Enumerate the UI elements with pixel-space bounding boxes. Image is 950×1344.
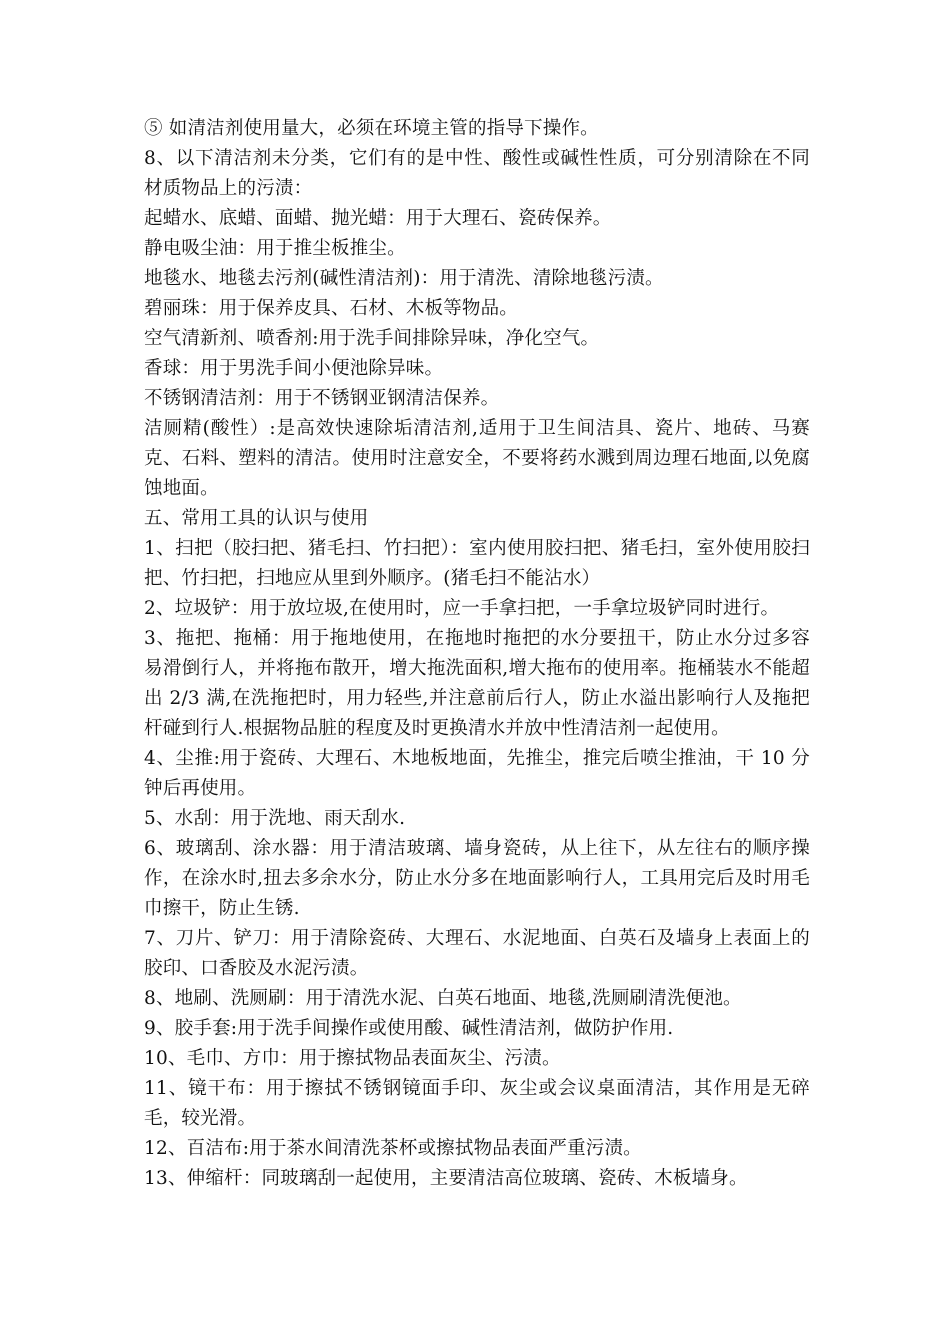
paragraph-tool-towel: 10、毛巾、方巾：用于擦拭物品表面灰尘、污渍。 — [144, 1048, 561, 1069]
paragraph-tool-gloves: 9、胶手套:用于洗手间操作或使用酸、碱性清洁剂，做防护作用. — [144, 1018, 674, 1039]
paragraph-tool-dust-push: 4、尘推:用于瓷砖、大理石、木地板地面，先推尘，推完后喷尘推油，干 10 分钟后再使用。 — [144, 748, 810, 799]
paragraph-air-freshener: 空气清新剂、喷香剂:用于洗手间排除异味，净化空气。 — [144, 328, 600, 349]
paragraph-cleaners-intro: 8、以下清洁剂未分类，它们有的是中性、酸性或碱性性质，可分别清除在不同材质物品上的污渍： — [144, 148, 810, 199]
paragraph-bilizhu: 碧丽珠：用于保养皮具、石材、木板等物品。 — [144, 298, 519, 319]
paragraph-tool-dustpan: 2、垃圾铲：用于放垃圾,在使用时，应一手拿扫把，一手拿垃圾铲同时进行。 — [144, 598, 780, 619]
paragraph-wax: 起蜡水、底蜡、面蜡、抛光蜡：用于大理石、瓷砖保养。 — [144, 208, 612, 229]
paragraph-toilet-cleaner: 洁厕精(酸性）:是高效快速除垢清洁剂,适用于卫生间洁具、瓷片、地砖、马赛克、石料、塑料的清洁。使用时注意安全，不要将药水溅到周边理石地面,以免腐蚀地面。 — [144, 418, 810, 499]
paragraph-scent-ball: 香球：用于男洗手间小便池除异味。 — [144, 358, 444, 379]
paragraph-tool-mirror-cloth: 11、镜干布：用于擦拭不锈钢镜面手印、灰尘或会议桌面清洁，其作用是无碎毛，较光滑。 — [144, 1078, 810, 1129]
paragraph-dust-oil: 静电吸尘油：用于推尘板推尘。 — [144, 238, 406, 259]
paragraph-carpet-cleaner: 地毯水、地毯去污剂(碱性清洁剂)：用于清洗、清除地毯污渍。 — [144, 268, 664, 289]
paragraph-tool-blade: 7、刀片、铲刀：用于清除瓷砖、大理石、水泥地面、白英石及墙身上表面上的胶印、口香胶及水泥污渍。 — [144, 928, 810, 979]
paragraph-tool-squeegee: 5、水刮：用于洗地、雨天刮水. — [144, 808, 406, 829]
paragraph-tool-broom: 1、扫把（胶扫把、猪毛扫、竹扫把）：室内使用胶扫把、猪毛扫，室外使用胶扫把、竹扫把，扫地应从里到外顺序。(猪毛扫不能沾水） — [144, 538, 810, 589]
paragraph-item5-note: ⑤ 如清洁剂使用量大，必须在环境主管的指导下操作。 — [144, 118, 599, 139]
paragraph-steel-cleaner: 不锈钢清洁剂：用于不锈钢亚钢清洁保养。 — [144, 388, 500, 409]
section-heading-tools: 五、常用工具的认识与使用 — [144, 508, 369, 529]
paragraph-tool-glass-wiper: 6、玻璃刮、涂水器：用于清洁玻璃、墙身瓷砖，从上往下，从左往右的顺序操作，在涂水时,扭去多余水分，防止水分多在地面影响行人，工具用完后及时用毛巾擦干，防止生锈. — [144, 838, 810, 919]
paragraph-tool-mop: 3、拖把、拖桶：用于拖地使用，在拖地时拖把的水分要扭干，防止水分过多容易滑倒行人，并将拖布散开，增大拖洗面积,增大拖布的使用率。拖桶装水不能超出 2/3 满,在洗拖把时，用力轻些,并注意前后行人，防止水溢出影响行人及拖把杆碰到行人.根据物品脏的程度及时更换清水并放中性清洁剂一起使用。 — [144, 628, 810, 739]
paragraph-tool-scouring-pad: 12、百洁布:用于茶水间清洗茶杯或擦拭物品表面严重污渍。 — [144, 1138, 642, 1159]
paragraph-tool-extension-pole: 13、伸缩杆：同玻璃刮一起使用，主要清洁高位玻璃、瓷砖、木板墙身。 — [144, 1168, 748, 1189]
document-page — [144, 114, 810, 1194]
paragraph-tool-floor-brush: 8、地刷、洗厕刷：用于清洗水泥、白英石地面、地毯,洗厕刷清洗便池。 — [144, 988, 742, 1009]
